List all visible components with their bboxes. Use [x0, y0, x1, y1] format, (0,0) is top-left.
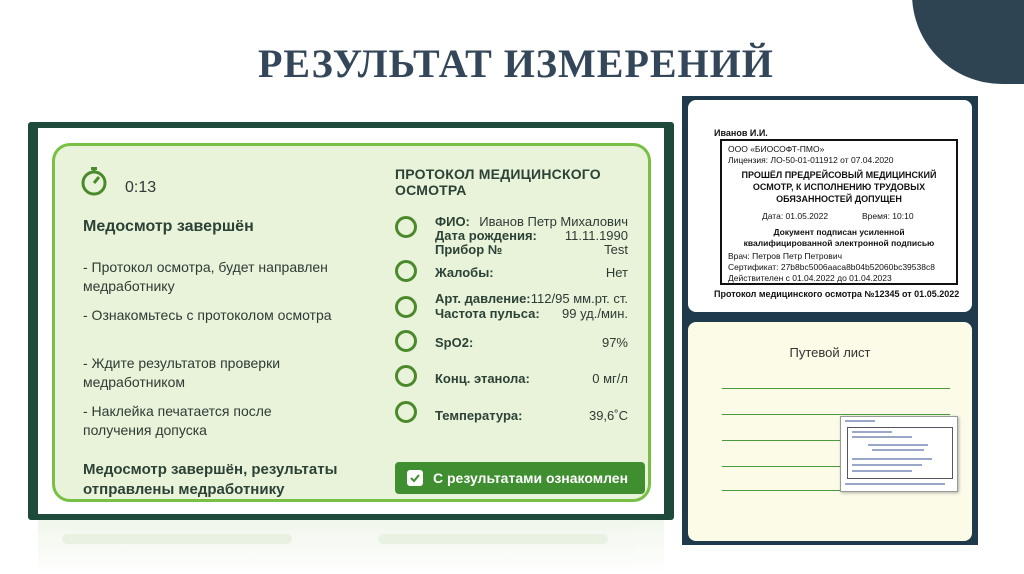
bp-label: Арт. давление: — [435, 291, 531, 306]
temperature-value: 39,6˚С — [588, 408, 628, 423]
status-circle-icon — [395, 260, 417, 282]
time-text: Время: 10:10 — [862, 211, 914, 221]
signed-line: Документ подписан усиленной — [773, 227, 905, 237]
pulse-value: 99 уд./мин. — [562, 306, 628, 321]
ethanol-label: Конц. этанола: — [435, 371, 530, 386]
bullet-item: - Ждите результатов проверки медработником — [83, 355, 281, 390]
signed-line: квалифицированной электронной подписью — [743, 238, 935, 248]
device-frame — [28, 122, 674, 520]
sticker-thumbnail — [840, 416, 958, 492]
license-text: Лицензия: ЛО-50-01-011912 от 07.04.2020 — [728, 155, 894, 165]
admission-stamp — [720, 139, 958, 285]
waybill — [688, 322, 972, 541]
patient-name: Иванов И.И. — [714, 128, 768, 138]
pulse-label: Частота пульса: — [435, 306, 540, 321]
certificate-text: Сертификат: 27b8bc5006aaca8b04b52060bc39538c8 — [728, 262, 935, 272]
acknowledge-button[interactable] — [395, 462, 645, 494]
medical-certificate — [688, 100, 972, 312]
complaints-value: Нет — [605, 265, 628, 280]
device-label: Прибор № — [435, 242, 503, 257]
completion-message: Медосмотр завершён, результаты отправлены медработнику — [83, 461, 338, 498]
status-circle-icon — [395, 296, 417, 318]
protocol-footer: Протокол медицинского осмотра №12345 от 01.05.2022 — [714, 289, 960, 299]
headline-line: ОСМОТР, К ИСПОЛНЕНИЮ ТРУДОВЫХ — [752, 182, 926, 192]
bullet-item: - Протокол осмотра, будет направлен медработнику — [83, 259, 328, 294]
document-panel — [682, 96, 978, 545]
status-circle-icon — [395, 216, 417, 238]
headline-line: ОБЯЗАННОСТЕЙ ДОПУЩЕН — [776, 194, 902, 204]
dob-value: 11.11.1990 — [564, 228, 628, 243]
checkbox-icon — [407, 470, 423, 486]
dob-label: Дата рождения: — [435, 228, 537, 243]
bullet-item: - Ознакомьтесь с протоколом осмотра — [83, 307, 332, 323]
waybill-title: Путевой лист — [789, 345, 871, 360]
complaints-label: Жалобы: — [435, 265, 494, 280]
valid-text: Действителен с 01.04.2022 до 01.04.2023 — [728, 273, 892, 283]
ethanol-value: 0 мг/л — [592, 371, 628, 386]
slide-title: РЕЗУЛЬТАТ ИЗМЕРЕНИЙ — [258, 41, 774, 86]
device-value: Test — [604, 242, 628, 257]
fio-label: ФИО: — [435, 214, 470, 229]
result-card — [52, 143, 651, 502]
spo2-value: 97% — [601, 335, 628, 350]
corner-decoration — [912, 0, 1024, 84]
stopwatch-icon — [79, 166, 109, 196]
doctor-text: Врач: Петров Петр Петрович — [728, 251, 842, 261]
bp-value: 112/95 мм.рт. ст. — [530, 291, 628, 306]
status-circle-icon — [395, 365, 417, 387]
date-text: Дата: 01.05.2022 — [762, 211, 829, 221]
bullet-item: - Наклейка печатается после получения допуска — [83, 403, 272, 438]
protocol-title: ПРОТОКОЛ МЕДИЦИНСКОГО ОСМОТРА — [395, 166, 601, 198]
status-circle-icon — [395, 401, 417, 423]
spo2-label: SpO2: — [435, 335, 474, 350]
status-circle-icon — [395, 330, 417, 352]
screen-reflection — [38, 520, 664, 574]
temperature-label: Температура: — [435, 408, 523, 423]
headline-line: ПРОШЁЛ ПРЕДРЕЙСОВЫЙ МЕДИЦИНСКИЙ — [741, 170, 937, 180]
acknowledge-label: С результатами ознакомлен — [433, 470, 629, 486]
timer-value: 0:13 — [125, 179, 157, 196]
screen — [38, 128, 664, 514]
fio-value: Иванов Петр Михалович — [479, 214, 628, 229]
org-name: ООО «БИОСОФТ-ПМО» — [728, 144, 825, 154]
done-title: Медосмотр завершён — [83, 218, 254, 235]
